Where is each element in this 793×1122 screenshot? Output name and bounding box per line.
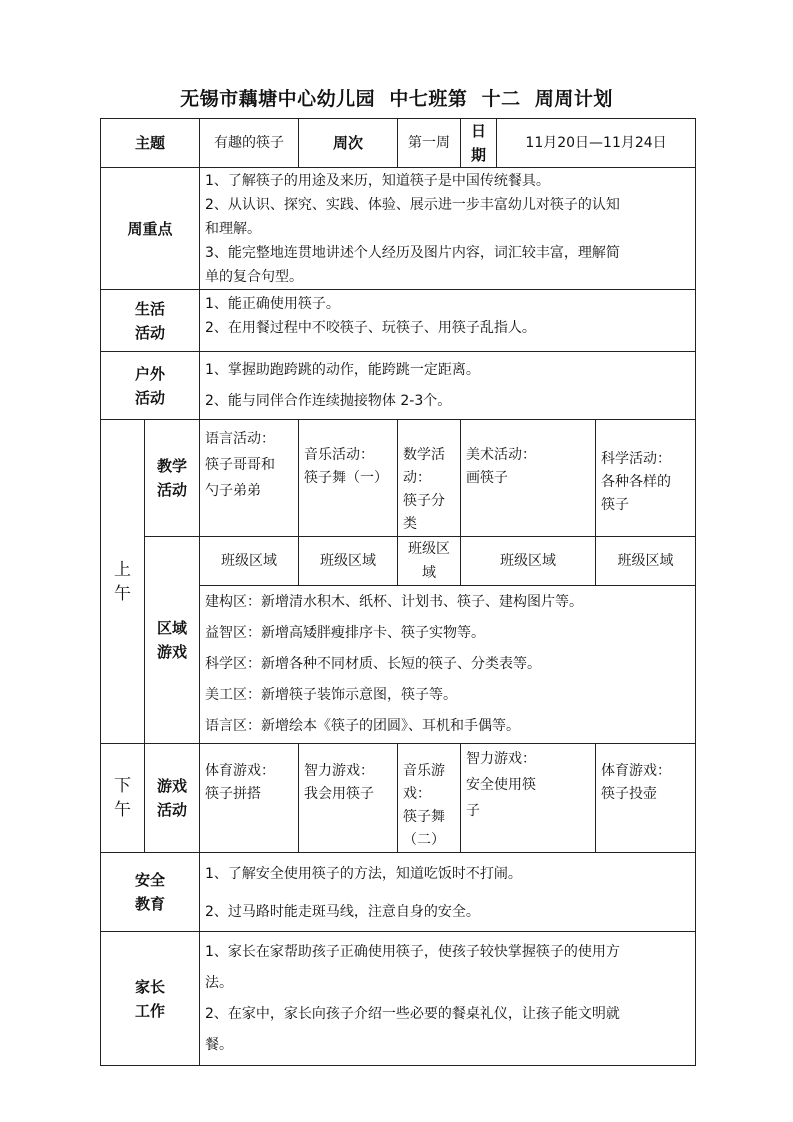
area-line: 建构区：新增清水积木、纸杯、计划书、筷子、建构图片等。 [205,594,584,610]
safety-content [200,853,696,932]
parents-label: 家长 工作 [101,932,200,1066]
theme-value: 有趣的筷子 [200,119,299,168]
outdoor-row [101,352,696,420]
focus-line: 单的复合句型。 [205,268,304,285]
game-cell-sports: 体育游戏： 筷子拼搭 [200,744,299,853]
area-header-1: 班级区域 [200,537,299,586]
game-cell-intellect-2: 智力游戏： 安全使用筷 子 [461,744,596,853]
teaching-label: 教学 活动 [145,420,200,537]
outdoor-label: 户外 活动 [101,352,200,420]
teaching-row [101,420,696,537]
page-title: 无锡市藕塘中心幼儿园 中七班第 十二 周周计划 [180,88,613,110]
area-content [200,586,696,744]
week-label: 周次 [299,119,398,168]
focus-row [101,168,696,290]
area-line: 益智区：新增高矮胖瘦排序卡、筷子实物等。 [205,625,486,641]
outdoor-line: 1、掌握助跑跨跳的动作，能跨跳一定距离。 [205,361,480,378]
game-label: 游戏 活动 [145,744,200,853]
morning-label: 上 午 [101,420,145,744]
afternoon-row [101,744,696,853]
game-cell-intellect: 智力游戏： 我会用筷子 [299,744,398,853]
week-value: 第一周 [398,119,461,168]
focus-line: 3、能完整地连贯地讲述个人经历及图片内容，词汇较丰富，理解简 [205,244,620,261]
date-value: 11月20日—11月24日 [497,119,696,168]
safety-label: 安全 教育 [101,853,200,932]
afternoon-label: 下 午 [101,744,145,853]
teaching-cell-art: 美术活动： 画筷子 [461,420,596,537]
life-line: 2、在用餐过程中不咬筷子、玩筷子、用筷子乱指人。 [205,320,536,336]
parents-content [200,932,696,1066]
teaching-cell-language: 语言活动： 筷子哥哥和 勺子弟弟 [200,420,299,537]
parents-line: 1、家长在家帮助孩子正确使用筷子，使孩子较快掌握筷子的使用方 [205,943,620,960]
area-header-2: 班级区域 [299,537,398,586]
header-row [101,119,696,168]
life-label: 生活 活动 [101,290,200,352]
weekly-plan-table [100,118,696,1066]
safety-row [101,853,696,932]
life-content [200,290,696,352]
life-line: 1、能正确使用筷子。 [205,296,340,312]
life-row [101,290,696,352]
game-cell-music: 音乐游戏： 筷子舞（二） [398,744,461,853]
safety-line: 1、了解安全使用筷子的方法，知道吃饭时不打闹。 [205,866,522,882]
outdoor-content [200,352,696,420]
focus-line: 1、了解筷子的用途及来历，知道筷子是中国传统餐具。 [205,172,550,189]
area-header-3: 班级区域 [398,537,461,586]
parents-row [101,932,696,1066]
teaching-cell-math: 数学活动： 筷子分类 [398,420,461,537]
area-header-4: 班级区域 [461,537,596,586]
focus-content [200,168,696,290]
game-cell-sports-2: 体育游戏： 筷子投壶 [596,744,696,853]
focus-line: 2、从认识、探究、实践、体验、展示进一步丰富幼儿对筷子的认知 [205,196,620,213]
area-line: 语言区：新增绘本《筷子的团圆》、耳机和手偶等。 [205,718,521,734]
parents-line: 2、在家中，家长向孩子介绍一些必要的餐桌礼仪，让孩子能文明就 [205,1005,620,1022]
outdoor-line: 2、能与同伴合作连续抛接物体 2-3个。 [205,392,452,409]
area-label: 区域 游戏 [145,537,200,744]
teaching-cell-science: 科学活动： 各种各样的 筷子 [596,420,696,537]
theme-label: 主题 [101,119,200,168]
area-line: 科学区：新增各种不同材质、长短的筷子、分类表等。 [205,656,542,672]
area-header-5: 班级区域 [596,537,696,586]
date-label: 日期 [461,119,497,168]
focus-line: 和理解。 [205,220,262,237]
teaching-cell-music: 音乐活动： 筷子舞（一） [299,420,398,537]
area-line: 美工区：新增筷子装饰示意图，筷子等。 [205,687,458,703]
parents-line: 法。 [205,974,234,991]
parents-line: 餐。 [205,1036,234,1053]
safety-line: 2、过马路时能走斑马线，注意自身的安全。 [205,904,480,920]
area-header-row [101,537,696,586]
focus-label: 周重点 [101,168,200,290]
